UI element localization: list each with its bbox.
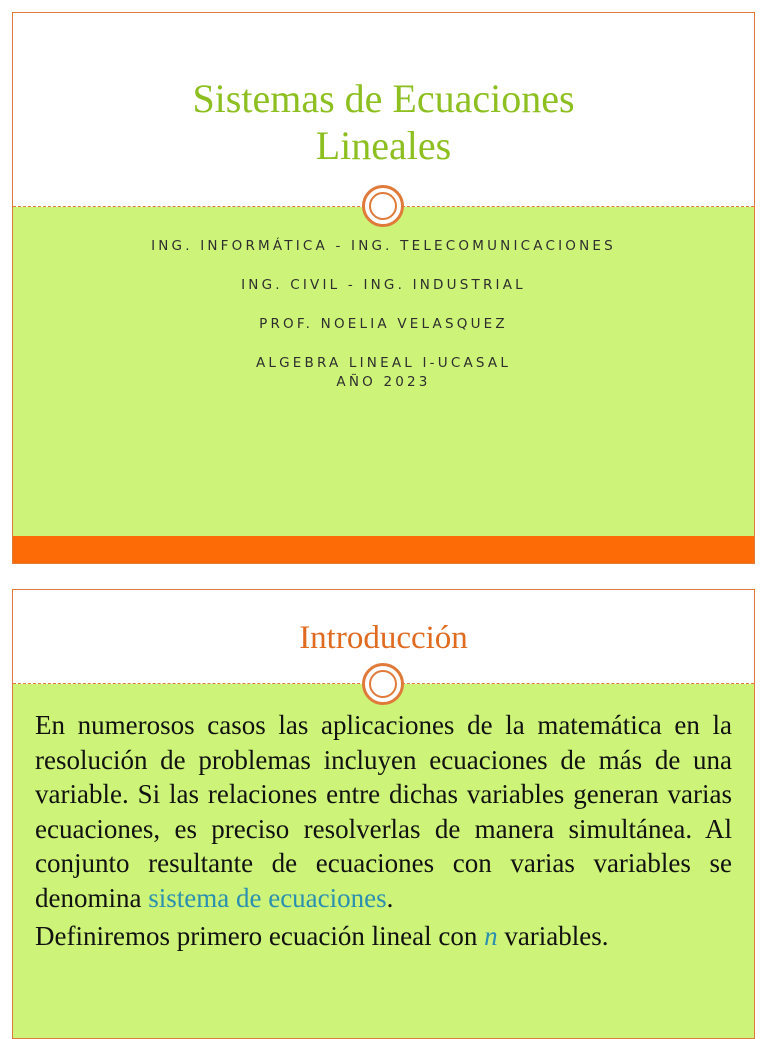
title-area bbox=[13, 75, 754, 169]
subtitle-programs-2: ING. CIVIL - ING. INDUSTRIAL bbox=[241, 277, 526, 293]
subtitle-programs: ING. INFORMÁTICA - ING. TELECOMUNICACIONES bbox=[151, 238, 616, 254]
variable-n: n bbox=[484, 921, 498, 951]
slide-title-line1: Sistemas de Ecuaciones bbox=[192, 76, 575, 121]
paragraph-intro-text: En numerosos casos las aplicaciones de la matemática en la resolución de problemas incluyen ecuaciones de más de una variable. Si las relaciones entre dichas variables generan varias ecuaciones, es preciso resolverlas de manera simultánea. Al conjunto resultante de ecuaciones con varias variables se denomina bbox=[35, 710, 732, 913]
paragraph-intro bbox=[35, 708, 732, 915]
paragraph-definition bbox=[35, 919, 732, 954]
circle-ornament-icon bbox=[362, 185, 404, 227]
subtitle-professor: PROF. NOELIA VELASQUEZ bbox=[259, 316, 508, 332]
section-title: Introducción bbox=[299, 620, 468, 656]
title-slide bbox=[12, 12, 755, 564]
paragraph-intro-end: . bbox=[386, 882, 394, 913]
paragraph-definition-end: variables. bbox=[497, 921, 609, 951]
subtitle-course: ALGEBRA LINEAL I-UCASAL bbox=[255, 355, 512, 371]
slide-title-line2: Lineales bbox=[315, 123, 452, 168]
circle-ornament-icon bbox=[362, 663, 404, 705]
subtitle-year: AÑO 2023 bbox=[336, 374, 431, 390]
highlighted-term: sistema de ecuaciones bbox=[148, 882, 387, 913]
paragraph-definition-start: Definiremos primero ecuación lineal con bbox=[35, 921, 485, 951]
slide-title bbox=[13, 75, 754, 169]
footer-accent-bar bbox=[13, 536, 754, 564]
body-text bbox=[35, 708, 732, 954]
title-area bbox=[13, 618, 754, 658]
intro-slide bbox=[12, 589, 755, 1039]
